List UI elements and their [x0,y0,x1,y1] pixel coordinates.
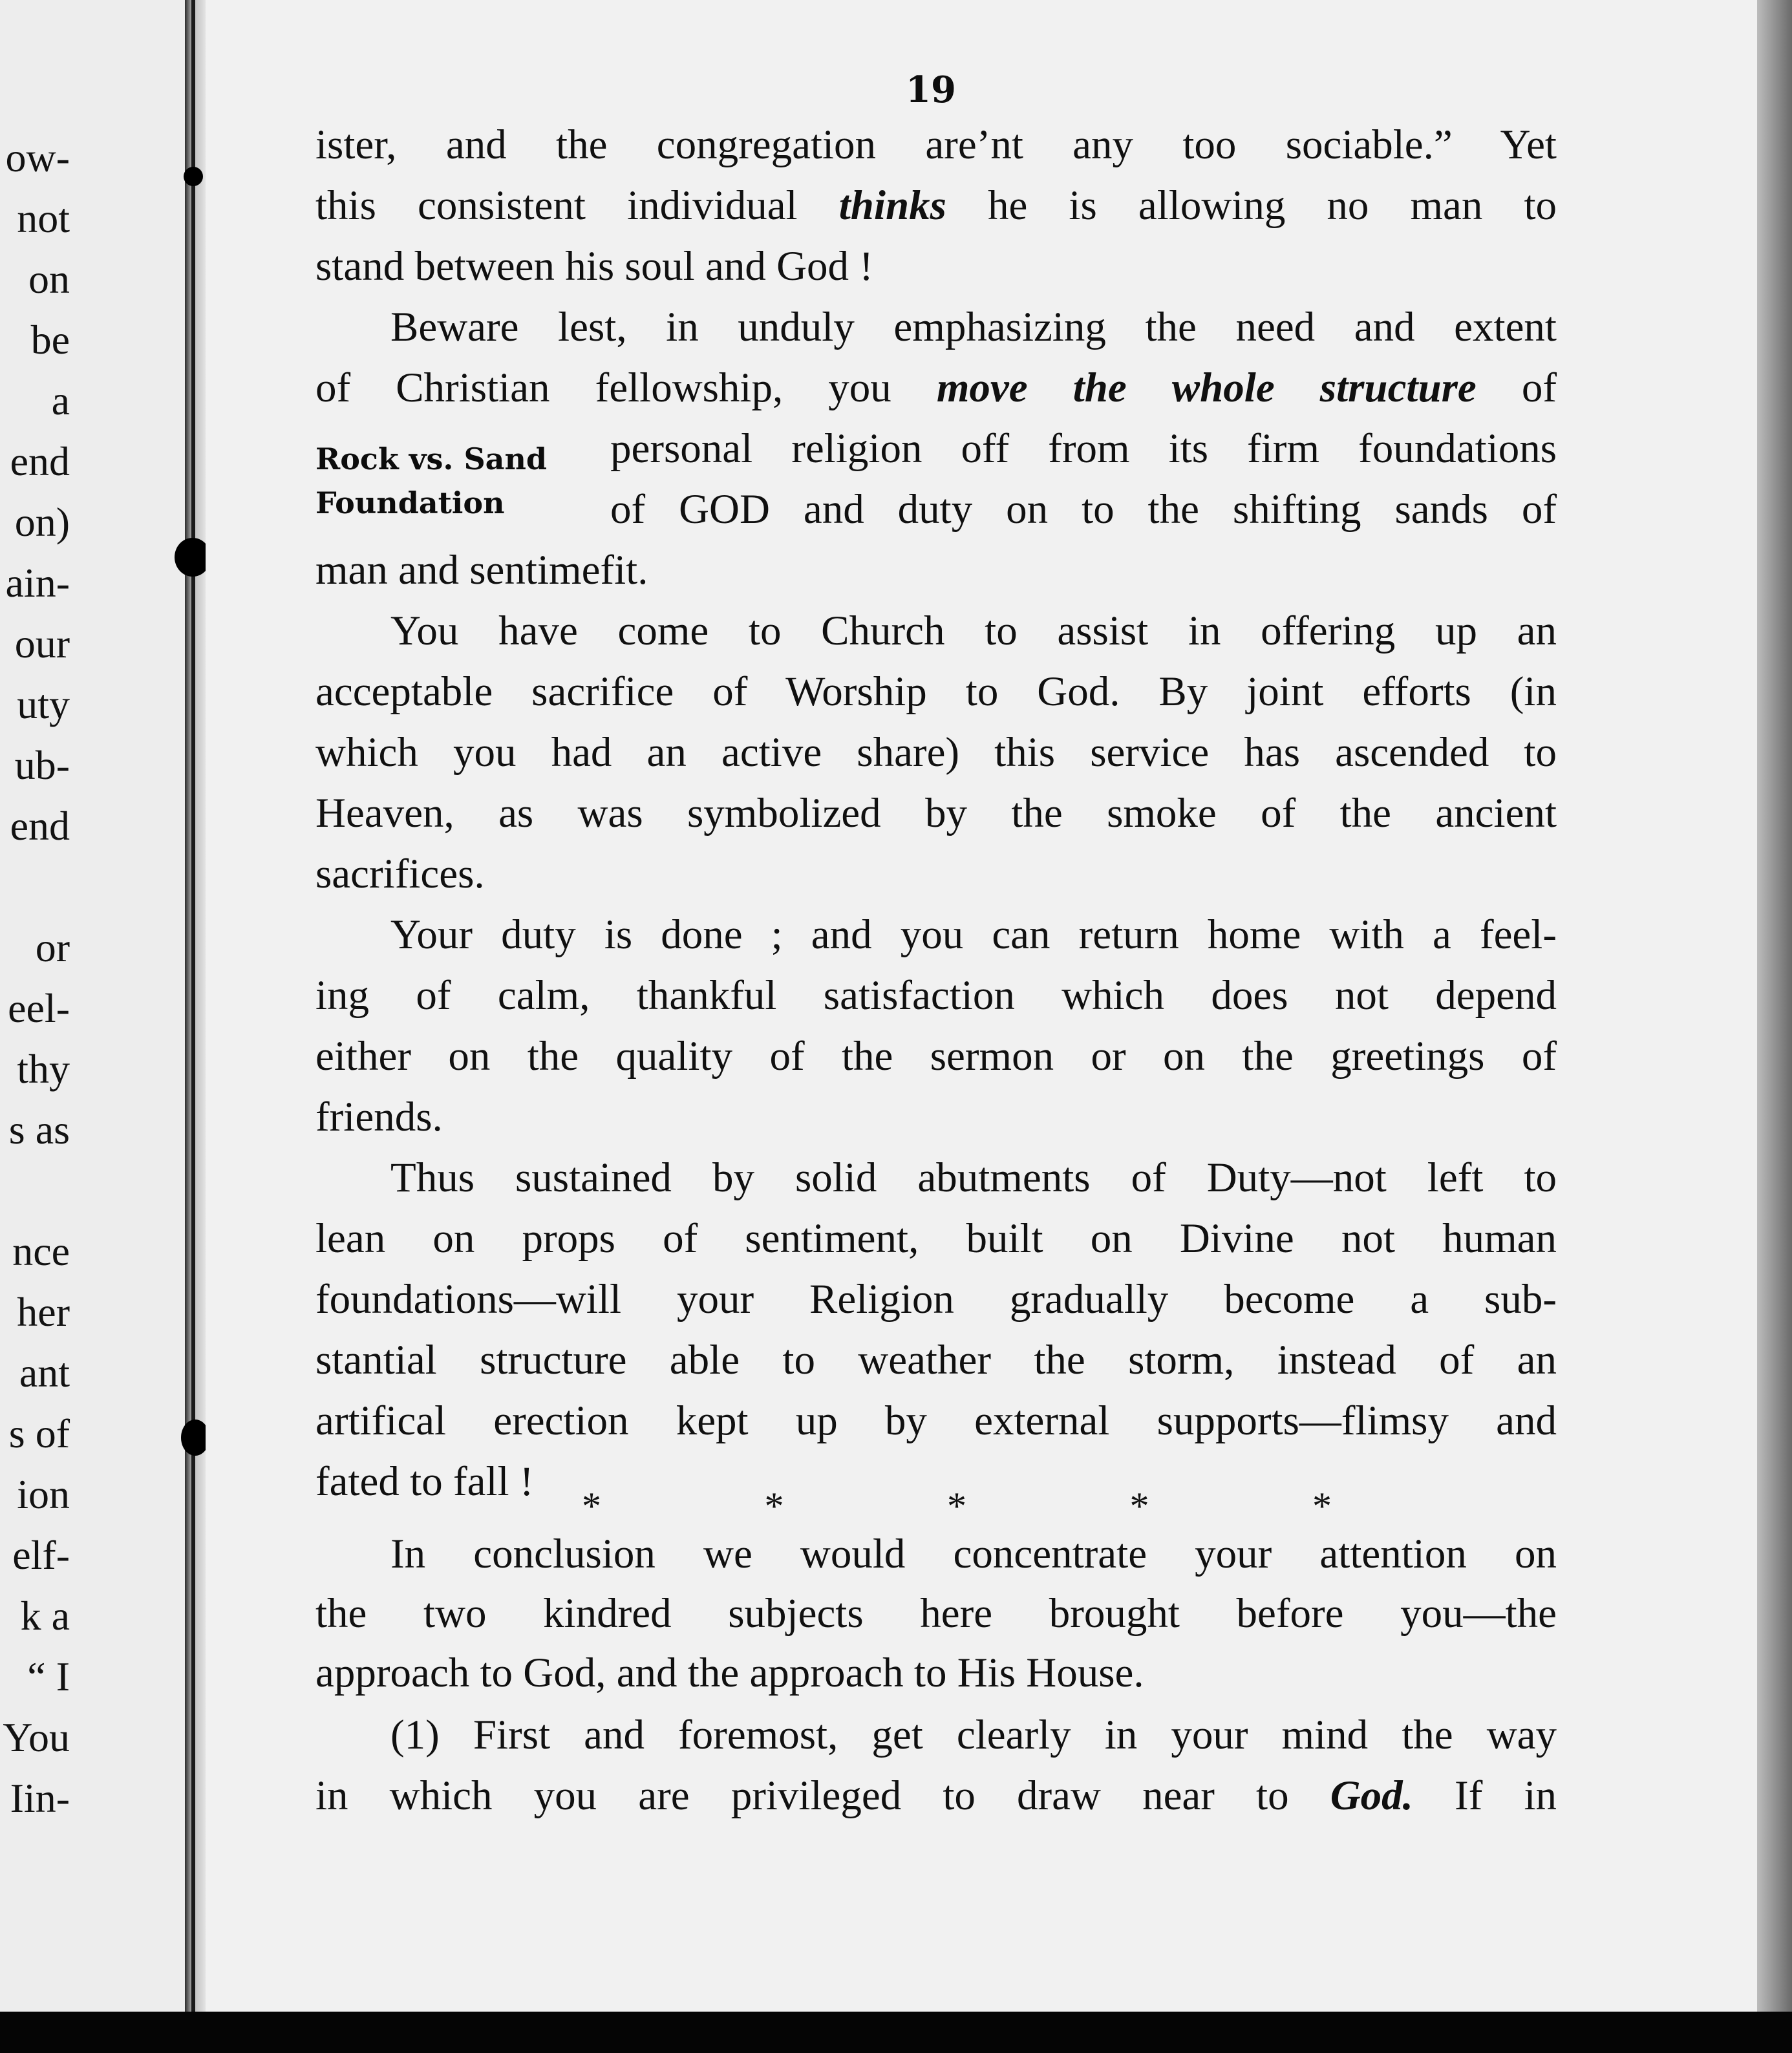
left-fragment: on [28,256,70,302]
emphasis-text: God. [1330,1772,1413,1819]
section-separator [582,1480,1332,1532]
asterisk: * [1129,1485,1149,1527]
text-span: in which you are privileged to draw near to [315,1772,1289,1819]
left-fragment: s of [8,1410,70,1456]
text-line: Heaven, as was symbolized by the smoke of the ancient [315,790,1557,836]
emphasis-text: move the whole structure [936,365,1477,411]
text-line: (1) First and foremost, get clearly in your mind the way [390,1712,1557,1758]
left-fragment: our [14,621,70,666]
text-line: lean on props of sentiment, built on Divine not human [315,1215,1557,1262]
left-fragment: be [30,317,70,363]
text-line: ing of calm, thankful satisfaction which does not depend [315,972,1557,1019]
text-span: he is allowing no man to [988,182,1557,229]
text-line: Thus sustained by solid abutments of Duty—not left to [390,1154,1557,1201]
left-fragment: eel- [8,985,70,1031]
page-number: 19 [906,69,956,111]
emphasis-text: thinks [838,182,946,229]
text-line: ister, and the congregation are’nt any too sociable.” Yet [315,122,1557,168]
text-span: of [1521,365,1557,411]
text-line: approach to God, and the approach to His House. [315,1650,1144,1696]
left-fragment: uty [17,681,70,727]
left-fragment: nce [12,1228,70,1274]
left-fragment: or [35,924,70,970]
binding-stitch [184,167,203,186]
left-fragment: end [10,803,70,849]
book-gutter [185,0,207,2012]
text-line: Beware lest, in unduly emphasizing the need and extent [390,304,1557,350]
left-fragment: k a [20,1593,70,1639]
text-line: foundations—will your Religion gradually become a sub- [315,1276,1557,1323]
asterisk: * [947,1485,966,1527]
text-line: man and sentimefit. [315,547,648,593]
left-fragment: ain- [5,560,70,606]
text-line: acceptable sacrifice of Worship to God. By joint efforts (in [315,668,1557,715]
marginal-note-line-2: Foundation [315,485,505,520]
text-line: You have come to Church to assist in offering up an [390,608,1557,654]
left-fragment: elf- [12,1532,70,1578]
text-line: personal religion off from its firm foundations [610,425,1557,472]
binding-thread [191,0,195,2012]
text-line: either on the quality of the sermon or on the greetings of [315,1033,1557,1080]
text-line: sacrifices. [315,851,485,897]
asterisk: * [1312,1485,1332,1527]
left-fragment: You [3,1714,70,1760]
text-line: fated to fall ! [315,1458,534,1505]
scan-border [0,2012,1792,2053]
text-span: of Christian fellowship, you [315,365,891,411]
text-line: In conclusion we would concentrate your attention on [390,1531,1557,1577]
text-line: the two kindred subjects here brought before you—the [315,1590,1557,1637]
left-fragment: s as [8,1107,70,1153]
text-line: of GOD and duty on to the shifting sands of [610,486,1557,533]
facing-page [0,0,185,2012]
text-line: artifical erection kept up by external supports—flimsy and [315,1398,1557,1444]
left-fragment: her [17,1289,70,1335]
asterisk: * [582,1485,601,1527]
page-edge [1757,0,1792,2012]
left-fragment: thy [17,1046,70,1092]
text-line: stand between his soul and God ! [315,243,873,290]
text-span: If in [1455,1772,1557,1819]
left-fragment: ion [17,1471,70,1517]
left-fragment: ant [19,1350,70,1396]
text-line [315,180,1557,231]
text-line [315,1770,1557,1822]
marginal-note-line-1: Rock vs. Sand [315,441,548,476]
left-fragment: Iin- [10,1775,70,1821]
left-fragment: end [10,438,70,484]
left-fragment: on) [14,499,70,545]
left-fragment: “ I [27,1654,70,1699]
left-fragment: a [51,378,70,423]
text-line: Your duty is done ; and you can return home with a feel- [390,911,1557,958]
left-fragment: ow- [5,134,70,180]
text-line [315,362,1557,414]
left-fragment: not [17,195,70,241]
left-fragment: ub- [14,742,70,788]
text-span: this consistent individual [315,182,798,229]
asterisk: * [764,1485,784,1527]
text-line: stantial structure able to weather the storm, instead of an [315,1337,1557,1383]
text-line: which you had an active share) this service has ascended to [315,729,1557,776]
text-line: friends. [315,1094,443,1140]
